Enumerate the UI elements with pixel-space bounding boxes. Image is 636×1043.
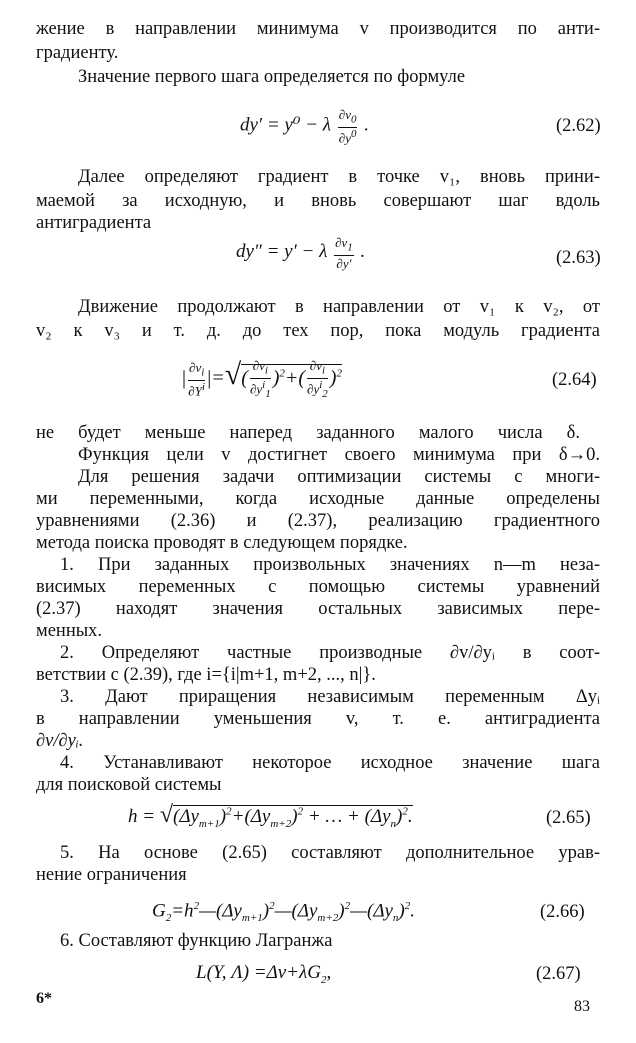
text-line: 1. При заданных произвольных значениях n—m неза- <box>60 555 600 575</box>
equation-number: (2.67) <box>536 964 581 984</box>
text-line: (2.37) находят значения остальных зависимых пере- <box>36 599 600 619</box>
text-line: нение ограничения <box>36 865 187 885</box>
equation-number: (2.62) <box>556 116 601 136</box>
text-line: ∂v/∂yᵢ. <box>36 731 84 751</box>
page-number: 83 <box>574 998 590 1015</box>
text-line: не будет меньше наперед заданного малого числа δ. <box>36 423 580 443</box>
text-line: 4. Устанавливают некоторое исходное значение шага <box>60 753 600 773</box>
text-line: ветствии с (2.39), где i={i|m+1, m+2, ..., n|}. <box>36 665 376 685</box>
text-line: антиградиента <box>36 213 152 233</box>
text-line: Значение первого шага определяется по формуле <box>78 67 466 87</box>
text-line: 6. Составляют функцию Лагранжа <box>60 931 333 951</box>
text-line: Для решения задачи оптимизации системы с многи- <box>78 467 600 487</box>
equation-number: (2.65) <box>546 808 591 828</box>
equation-2-63: dy″ = y′ − λ $\frac{\partial v_1}{\partial y'}$ . <box>236 235 366 271</box>
text-line: ми переменными, когда исходные данные определены <box>36 489 600 509</box>
equation-2-62: dy′ = y⁰ − λ $\frac{\partial v_0}{\partial y^0}$ . <box>240 107 369 145</box>
equation-number: (2.64) <box>552 370 597 390</box>
text-line: в направлении уменьшения v, т. е. антиградиента <box>36 709 600 729</box>
text-line: 5. На основе (2.65) составляют дополнительное урав- <box>60 843 600 863</box>
equation-number: (2.63) <box>556 248 601 268</box>
equation-2-64: | $\frac{\partial v_i}{\partial Y^i}$ |=√( $\frac{\partial v_i}{\partial y^i_1}$ )$^2$+( $\frac{\partial v_i}{\partial y^i_2}$ )$^2$ <box>182 358 342 400</box>
signature-mark: 6* <box>36 990 52 1007</box>
equation-number: (2.66) <box>540 902 585 922</box>
text-line: висимых переменных с помощью системы уравнений <box>36 577 600 597</box>
text-line: маемой за исходную, и вновь совершают шаг вдоль <box>36 191 600 211</box>
text-line: Движение продолжают в направлении от v₁ к v₂, от <box>78 297 600 317</box>
text-line: менных. <box>36 621 103 641</box>
text-line: градиенту. <box>36 43 119 63</box>
equation-2-67: L(Y, $\Lambda) =\Delta v+\lambda G_2$, <box>196 962 332 986</box>
equation-2-66: $G_2=h^2—(\Delta y_{m+1})^2—(\Delta y_{m+2})^2—(\Delta y_n)^2$. <box>152 900 415 925</box>
equation-2-65: $h = √(\Delta y_{m+1})^2+(\Delta y_{m+2})^2$ + … + $(\Delta y_n)^2$. <box>128 802 413 830</box>
text-line: уравнениями (2.36) и (2.37), реализацию градиентного <box>36 511 600 531</box>
text-line: для поисковой системы <box>36 775 222 795</box>
text-line: 2. Определяют частные производные ∂v/∂yᵢ в соот- <box>60 643 600 663</box>
text-line: метода поиска проводят в следующем порядке. <box>36 533 408 553</box>
text-line: 3. Дают приращения независимым переменным Δyᵢ <box>60 687 600 707</box>
text-line: Далее определяют градиент в точке v₁, вновь прини- <box>78 167 600 187</box>
text-line: Функция цели v достигнет своего минимума при δ→0. <box>78 445 600 465</box>
text-line: v₂ к v₃ и т. д. до тех пор, пока модуль градиента <box>36 321 600 341</box>
text-line: жение в направлении минимума v производится по анти- <box>36 19 600 39</box>
